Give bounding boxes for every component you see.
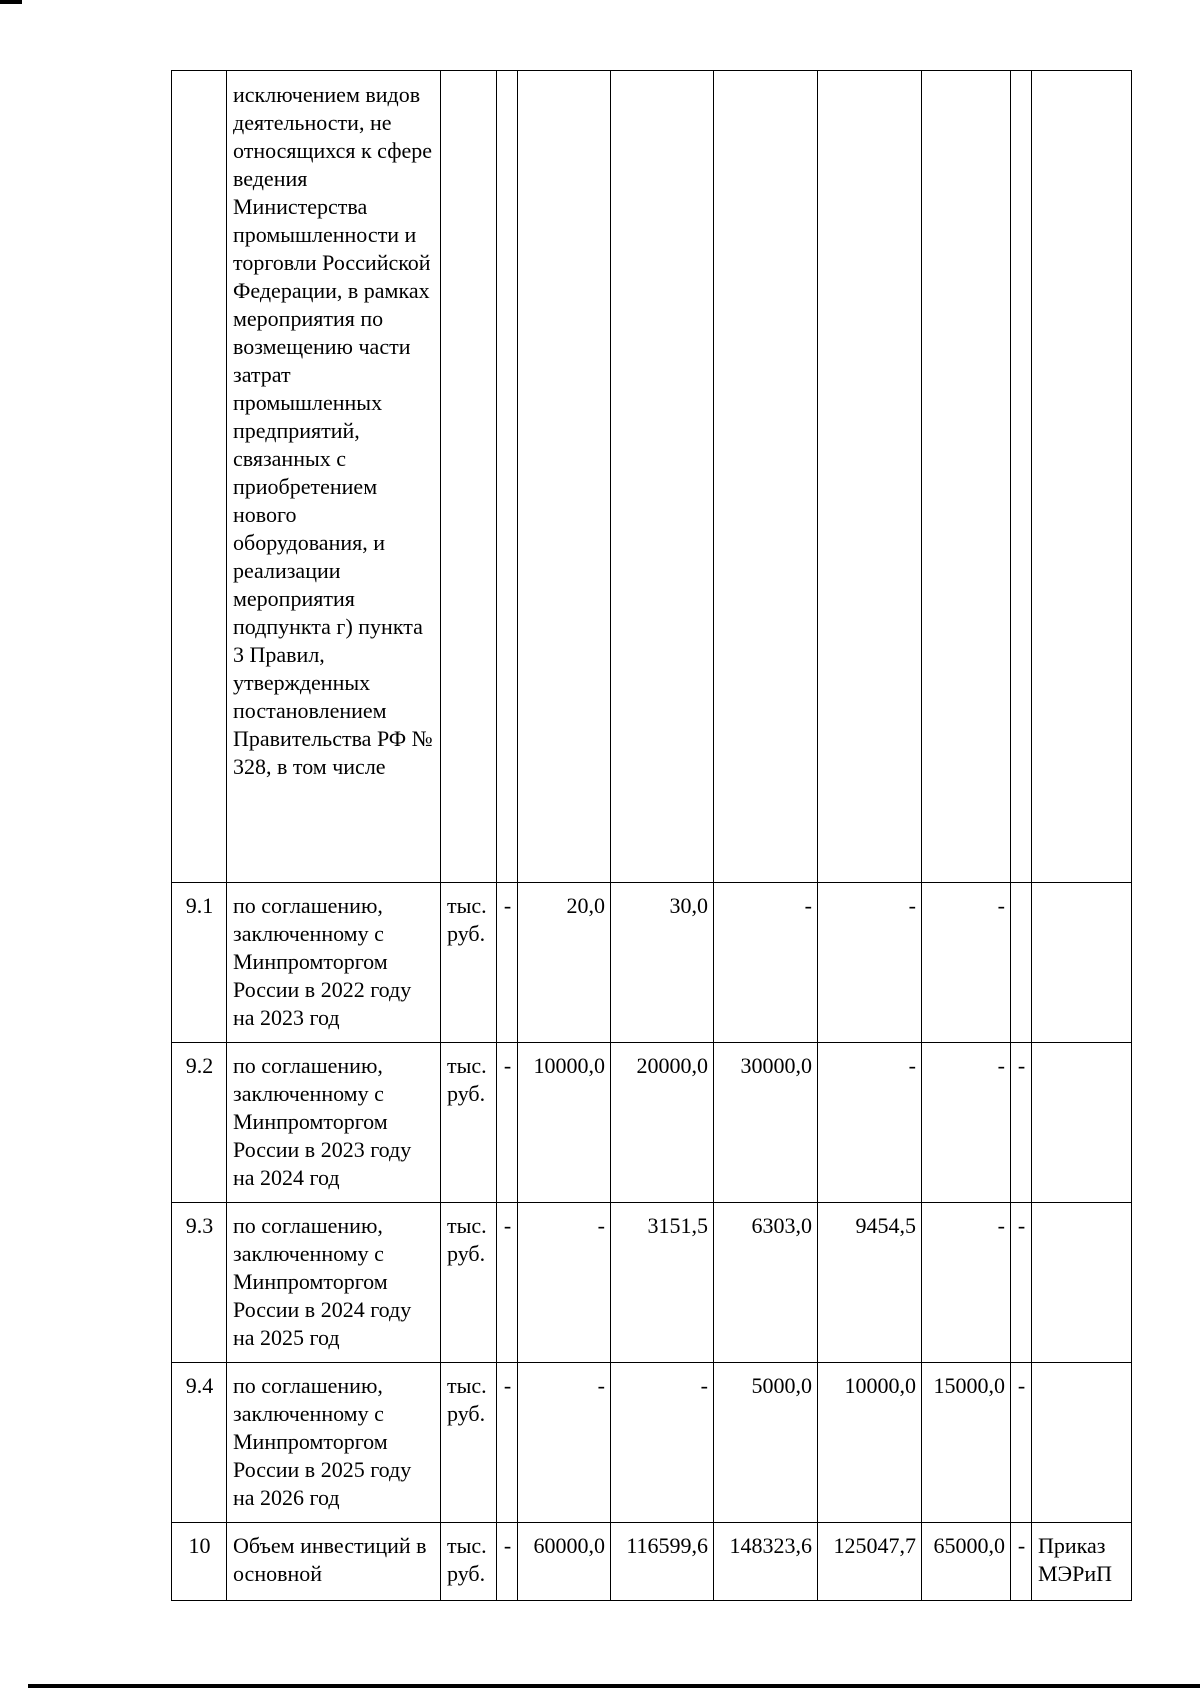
cell-c2: - — [518, 1363, 611, 1523]
cell-name: по соглашению, заключенному с Минпромторгом России в 2024 году на 2025 год — [227, 1203, 441, 1363]
cell-c5: - — [818, 883, 922, 1043]
page-bottom-rule — [28, 1684, 1200, 1688]
cell-c4: 148323,6 — [714, 1523, 818, 1601]
cell-name: Объем инвестиций в основной — [227, 1523, 441, 1601]
cell-num: 9.2 — [172, 1043, 227, 1203]
cell-c1: - — [497, 1043, 518, 1203]
cell-name: по соглашению, заключенному с Минпромторгом России в 2025 году на 2026 год — [227, 1363, 441, 1523]
cell-c4: 6303,0 — [714, 1203, 818, 1363]
cell-c5: - — [818, 1043, 922, 1203]
cell-c1: - — [497, 1363, 518, 1523]
cell-num: 9.4 — [172, 1363, 227, 1523]
cell-source — [1032, 1363, 1132, 1523]
cell-c2: - — [518, 1203, 611, 1363]
table-row-continuation — [172, 71, 1132, 883]
cell-num — [172, 71, 227, 883]
cell-unit: тыс. руб. — [441, 1363, 497, 1523]
cell-num: 9.1 — [172, 883, 227, 1043]
table-row — [172, 1363, 1132, 1523]
cell-source: Приказ МЭРиП — [1032, 1523, 1132, 1601]
cell-c7: - — [1011, 1203, 1032, 1363]
cell-c3: 3151,5 — [611, 1203, 714, 1363]
cell-c4: - — [714, 883, 818, 1043]
cell-c4: 5000,0 — [714, 1363, 818, 1523]
cell-c5: 125047,7 — [818, 1523, 922, 1601]
cell-name: по соглашению, заключенному с Минпромторгом России в 2022 году на 2023 год — [227, 883, 441, 1043]
cell-unit: тыс. руб. — [441, 883, 497, 1043]
cell-c1 — [497, 71, 518, 883]
cell-c5: 9454,5 — [818, 1203, 922, 1363]
cell-c6: 15000,0 — [922, 1363, 1011, 1523]
cell-c4 — [714, 71, 818, 883]
cell-c2: 20,0 — [518, 883, 611, 1043]
cell-name: исключением видов деятельности, не относящихся к сфере ведения Министерства промышленности и торговли Российской Федерации, в рамках мероприятия по возмещению части затрат промышленных предприятий, связанных с приобретением нового оборудования, и реализации мероприятия подпункта г) пункта 3 Правил, утвержденных постановлением Правительства РФ № 328, в том числе — [227, 71, 441, 883]
cell-c7 — [1011, 71, 1032, 883]
cell-c2: 60000,0 — [518, 1523, 611, 1601]
indicators-table — [171, 70, 1132, 1601]
cell-c7 — [1011, 883, 1032, 1043]
cell-c1: - — [497, 1203, 518, 1363]
cell-c6: - — [922, 1043, 1011, 1203]
cell-unit: тыс. руб. — [441, 1523, 497, 1601]
cell-c6: - — [922, 883, 1011, 1043]
cell-c7: - — [1011, 1523, 1032, 1601]
cell-source — [1032, 1203, 1132, 1363]
cell-c6: - — [922, 1203, 1011, 1363]
cell-c2 — [518, 71, 611, 883]
cell-c6 — [922, 71, 1011, 883]
cell-c3 — [611, 71, 714, 883]
cell-c3: 116599,6 — [611, 1523, 714, 1601]
cell-num: 9.3 — [172, 1203, 227, 1363]
cell-c6: 65000,0 — [922, 1523, 1011, 1601]
table-row — [172, 1203, 1132, 1363]
cell-c7: - — [1011, 1363, 1032, 1523]
cell-c5: 10000,0 — [818, 1363, 922, 1523]
cell-source — [1032, 1043, 1132, 1203]
cell-c2: 10000,0 — [518, 1043, 611, 1203]
cell-c3: 30,0 — [611, 883, 714, 1043]
cell-c1: - — [497, 1523, 518, 1601]
cell-source — [1032, 883, 1132, 1043]
scan-corner-mark — [0, 0, 22, 4]
cell-c3: 20000,0 — [611, 1043, 714, 1203]
cell-num: 10 — [172, 1523, 227, 1601]
cell-unit: тыс. руб. — [441, 1043, 497, 1203]
cell-c5 — [818, 71, 922, 883]
cell-c4: 30000,0 — [714, 1043, 818, 1203]
cell-unit — [441, 71, 497, 883]
cell-c1: - — [497, 883, 518, 1043]
cell-name: по соглашению, заключенному с Минпромторгом России в 2023 году на 2024 год — [227, 1043, 441, 1203]
cell-c7: - — [1011, 1043, 1032, 1203]
cell-c3: - — [611, 1363, 714, 1523]
table-row — [172, 1523, 1132, 1601]
table-row — [172, 1043, 1132, 1203]
cell-unit: тыс. руб. — [441, 1203, 497, 1363]
cell-source — [1032, 71, 1132, 883]
table-row — [172, 883, 1132, 1043]
